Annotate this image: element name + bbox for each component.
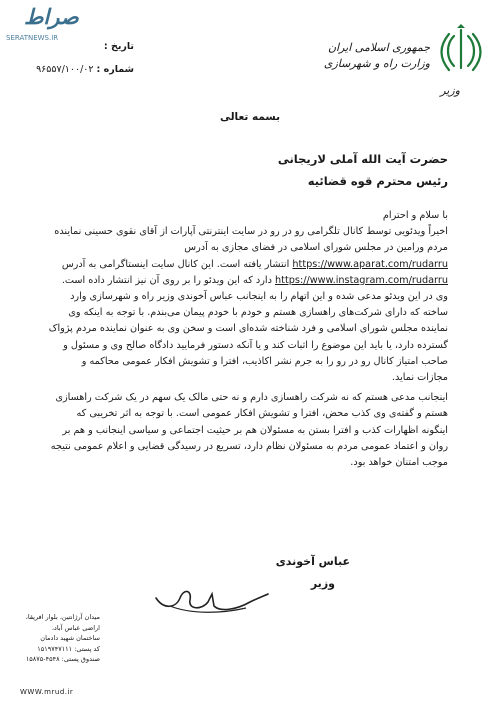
number-value: ۹۶۵۵۷/۱۰۰/۰۲ bbox=[36, 64, 94, 75]
number-label: شماره : bbox=[96, 64, 134, 75]
signer-title: وزیر bbox=[310, 577, 335, 590]
footer-address-3: ساختمان شهید دادمان bbox=[40, 634, 100, 642]
ministry-heading bbox=[324, 40, 430, 72]
paragraph-1-part-a: اخیراً ویدئویی توسط کانال تلگرامی رو در رو در سایت اینترنتی آپارات از آقای نقوی حسینی نماینده مردم ورامین در مجلس شورای اسلامی در فضای مجازی به آدرس bbox=[54, 226, 448, 254]
aparat-link[interactable]: https://www.aparat.com/rudarru bbox=[292, 258, 448, 270]
date-line bbox=[14, 41, 134, 52]
watermark-site-text: SERATNEWS.IR bbox=[6, 34, 59, 42]
republic-name: جمهوری اسلامی ایران bbox=[327, 41, 430, 54]
iran-emblem-icon bbox=[440, 24, 482, 76]
handwritten-signature-icon bbox=[150, 580, 270, 616]
instagram-link[interactable]: https://www.instagram.com/rudarru bbox=[275, 274, 448, 286]
watermark-logo-text: صراط bbox=[24, 4, 79, 29]
salutation: با سلام و احترام bbox=[382, 210, 448, 221]
number-line bbox=[14, 64, 134, 75]
paragraph-2: اینجانب مدعی هستم که نه شرکت راهسازی دارم و نه حتی مالک یک سهم در یک شرکت راهسازی هستم و گفته‌ی وی کذب محض، افترا و تشویش افکار عمومی است. با توجه به اثر تخریبی که اینگونه اظهارات کذب و افترا بستن به مسئولان هم بر حیثیت اجتماعی و سیاسی اینجانب و هم بر روان و اعتماد عمومی مردم به مسئولان نظام دارد، تسریع در رسیدگی قضایی و اعلام عمومی نتیجه موجب امتنان خواهد بود. bbox=[50, 392, 448, 469]
footer-address-1: میدان آرژانتین، بلوار افریقا، bbox=[25, 613, 100, 621]
letter-body bbox=[48, 208, 448, 471]
paragraph-1 bbox=[48, 224, 448, 386]
footer-po-box: صندوق پستی: ۴۵۴۸-۱۵۸۷۵ bbox=[25, 655, 100, 663]
recipient-name: حضرت آیت الله آملی لاریجانی bbox=[277, 152, 448, 166]
date-label: تاریخ : bbox=[103, 41, 134, 52]
footer-website[interactable]: WWW.mrud.ir bbox=[20, 688, 74, 696]
paragraph-1-part-b: انتشار یافته است. این کانال سایت اینستاگرامی به آدرس bbox=[61, 258, 290, 270]
basmala: بسمه تعالی bbox=[219, 111, 281, 123]
ministry-name: وزارت راه و شهرسازی bbox=[323, 57, 430, 70]
signer-name: عباس آخوندی bbox=[275, 555, 350, 568]
footer-address-2: اراضی عباس آباد، bbox=[51, 623, 100, 632]
recipient-title: رئیس محترم قوه قضائیه bbox=[307, 174, 448, 188]
footer-postal-code: کد پستی: ۱۵۱۹۷۴۷۱۱۱ bbox=[37, 644, 100, 653]
paragraph-1-part-c: دارد که این ویدئو را بر روی آن نیز انتشار داده است. وی در این ویدئو مدعی شده و این اتهام را به اینجانب عباس آخوندی وزیر راه و شهرسازی وارد ساخته که دارای شرکت‌های راهسازی هستم و خودم با خودم پیمان می‌بندم. با توجه به اینکه وی نماینده مجلس شورای اسلامی و فرد شناخته شده‌ای است و سخن وی به عنوان نماینده مردم پژواک گسترده دارد، یا باید این موضوع را اثبات کند و یا آنکه دستور فرمایید دادگاه صالح وی و مسئول و صاحب امتیاز کانال رو در رو را به جرم نشر اکاذیب، افترا و تشویش افکار عمومی محاکمه و مجازات نماید. bbox=[48, 274, 448, 384]
recipient-block bbox=[278, 148, 448, 192]
footer-address bbox=[20, 612, 100, 665]
minister-tag: وزیر bbox=[440, 84, 460, 97]
